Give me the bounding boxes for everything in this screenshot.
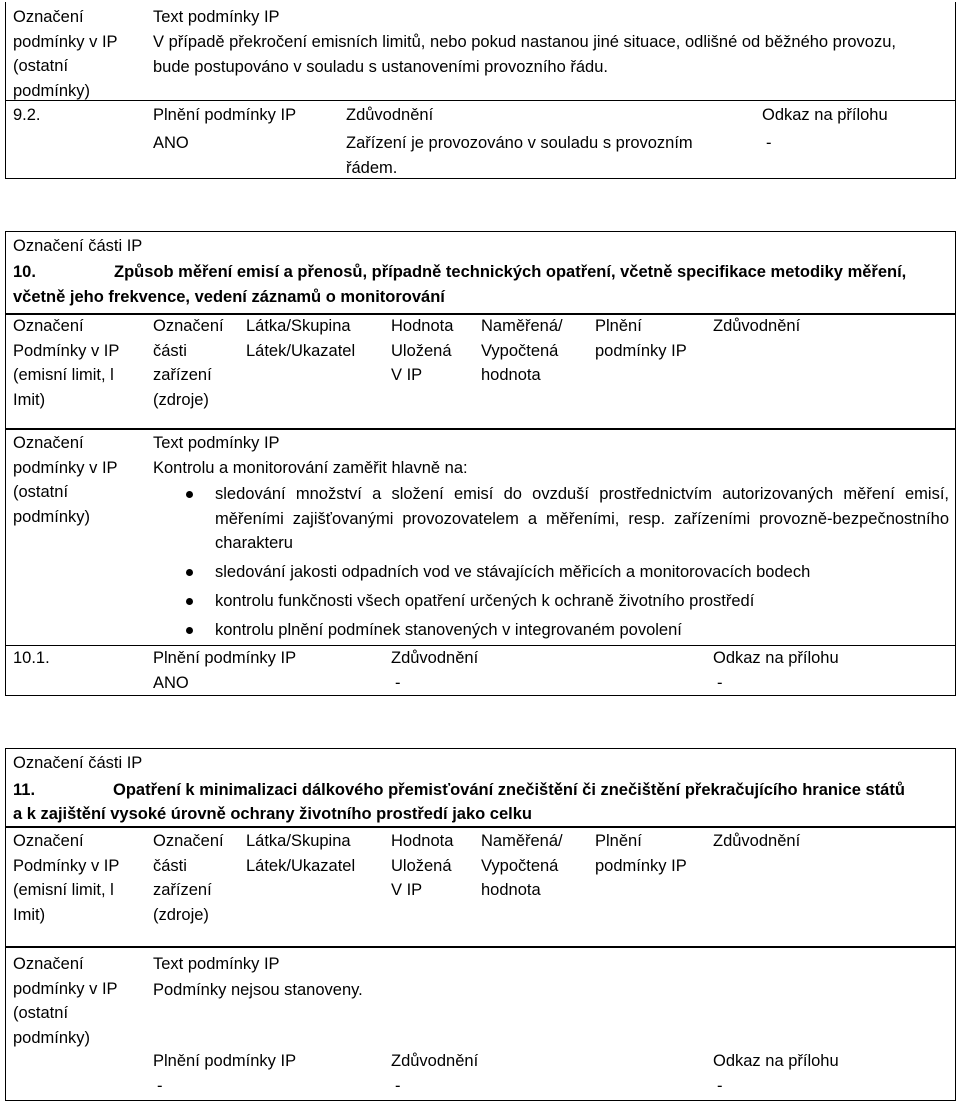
fulfil-value: -: [157, 1077, 163, 1095]
reason-value: -: [395, 1077, 401, 1095]
section-title-line1: Způsob měření emisí a přenosů, případně technických opatření, včetně specifikace metodiky měření,: [114, 263, 907, 281]
section-title-line2: a k zajištění vysoké úrovně ochrany životního prostředí jako celku: [13, 805, 533, 823]
part-label: Označení části IP: [13, 754, 143, 772]
annex-header: Odkaz na přílohu: [762, 106, 888, 124]
section-number: 10.: [13, 263, 36, 281]
fulfil-value: ANO: [153, 134, 189, 152]
section-number: 11.: [13, 781, 36, 799]
reason-header: Zdůvodnění: [391, 649, 479, 667]
divider: [6, 100, 955, 101]
row-number: 10.1.: [13, 649, 50, 667]
row-number: 9.2.: [13, 106, 41, 124]
condition-label: Označení podmínky v IP (ostatní podmínky): [13, 8, 118, 100]
col-fulfil: Plnění podmínky IP: [595, 832, 687, 875]
fulfil-header: Plnění podmínky IP: [153, 106, 297, 124]
monitoring-list: [153, 482, 949, 647]
col-reason: Zdůvodnění: [713, 317, 801, 335]
annex-value: -: [717, 674, 723, 692]
condition-intro: Kontrolu a monitorování zaměřit hlavně na:: [153, 459, 468, 477]
list-item: sledování množství a složení emisí do ovzduší prostřednictvím autorizovaných měření emisí, měřeními zajišťovanými provozovatelem a měřeními, resp. zařízeními provozně-bezpečnostního charakteru: [153, 482, 949, 556]
annex-header: Odkaz na přílohu: [713, 1052, 839, 1070]
col-measured-value: Naměřená/ Vypočtená hodnota: [481, 832, 563, 899]
reason-value: Zařízení je provozováno v souladu s provozním řádem.: [346, 134, 693, 177]
condition-label: Označení podmínky v IP (ostatní podmínky): [13, 955, 118, 1047]
annex-value: -: [717, 1077, 723, 1095]
section-10-columns-table: [5, 313, 956, 430]
fulfil-value: ANO: [153, 674, 189, 692]
col-device-part: Označení části zařízení (zdroje): [153, 317, 224, 409]
section-10-header: [5, 231, 956, 315]
condition-text: V případě překročení emisních limitů, nebo pokud nastanou jiné situace, odlišné od běžného provozu, bude postupováno v souladu s ustanoveními provozního řádu.: [153, 33, 896, 76]
col-substance: Látka/Skupina Látek/Ukazatel: [246, 317, 356, 360]
text-header: Text podmínky IP: [153, 8, 280, 26]
fulfil-header: Plnění podmínky IP: [153, 1052, 297, 1070]
col-condition-label: Označení Podmínky v IP (emisní limit, l Imit): [13, 317, 120, 409]
condition-text: Podmínky nejsou stanoveny.: [153, 981, 363, 999]
list-item: kontrolu funkčnosti všech opatření určených k ochraně životního prostředí: [153, 589, 949, 614]
section-10-condition-table: [5, 428, 956, 696]
section-11-condition-table: [5, 946, 956, 1101]
col-device-part: Označení části zařízení (zdroje): [153, 832, 224, 924]
section-title-line1: Opatření k minimalizaci dálkového přemisťování znečištění či znečištění překračujícího hranice států: [113, 781, 905, 799]
col-fulfil: Plnění podmínky IP: [595, 317, 687, 360]
section-9-condition-table: [5, 2, 956, 179]
condition-label: Označení podmínky v IP (ostatní podmínky): [13, 434, 118, 526]
col-ip-value: Hodnota Uložená V IP: [391, 832, 454, 899]
part-label: Označení části IP: [13, 237, 143, 255]
list-item: sledování jakosti odpadních vod ve stávajících měřicích a monitorovacích bodech: [153, 560, 949, 585]
fulfil-header: Plnění podmínky IP: [153, 649, 297, 667]
annex-header: Odkaz na přílohu: [713, 649, 839, 667]
col-measured-value: Naměřená/ Vypočtená hodnota: [481, 317, 563, 384]
annex-value: -: [766, 134, 772, 152]
section-title-line2: včetně jeho frekvence, vedení záznamů o monitorování: [13, 288, 445, 306]
col-reason: Zdůvodnění: [713, 832, 801, 850]
col-condition-label: Označení Podmínky v IP (emisní limit, l Imit): [13, 832, 120, 924]
col-ip-value: Hodnota Uložená V IP: [391, 317, 454, 384]
section-11-header: [5, 748, 956, 828]
col-substance: Látka/Skupina Látek/Ukazatel: [246, 832, 356, 875]
reason-value: -: [395, 674, 401, 692]
text-header: Text podmínky IP: [153, 955, 280, 973]
reason-header: Zdůvodnění: [346, 106, 434, 124]
text-header: Text podmínky IP: [153, 434, 280, 452]
section-11-columns-table: [5, 826, 956, 948]
list-item: kontrolu plnění podmínek stanovených v integrovaném povolení: [153, 618, 949, 643]
reason-header: Zdůvodnění: [391, 1052, 479, 1070]
